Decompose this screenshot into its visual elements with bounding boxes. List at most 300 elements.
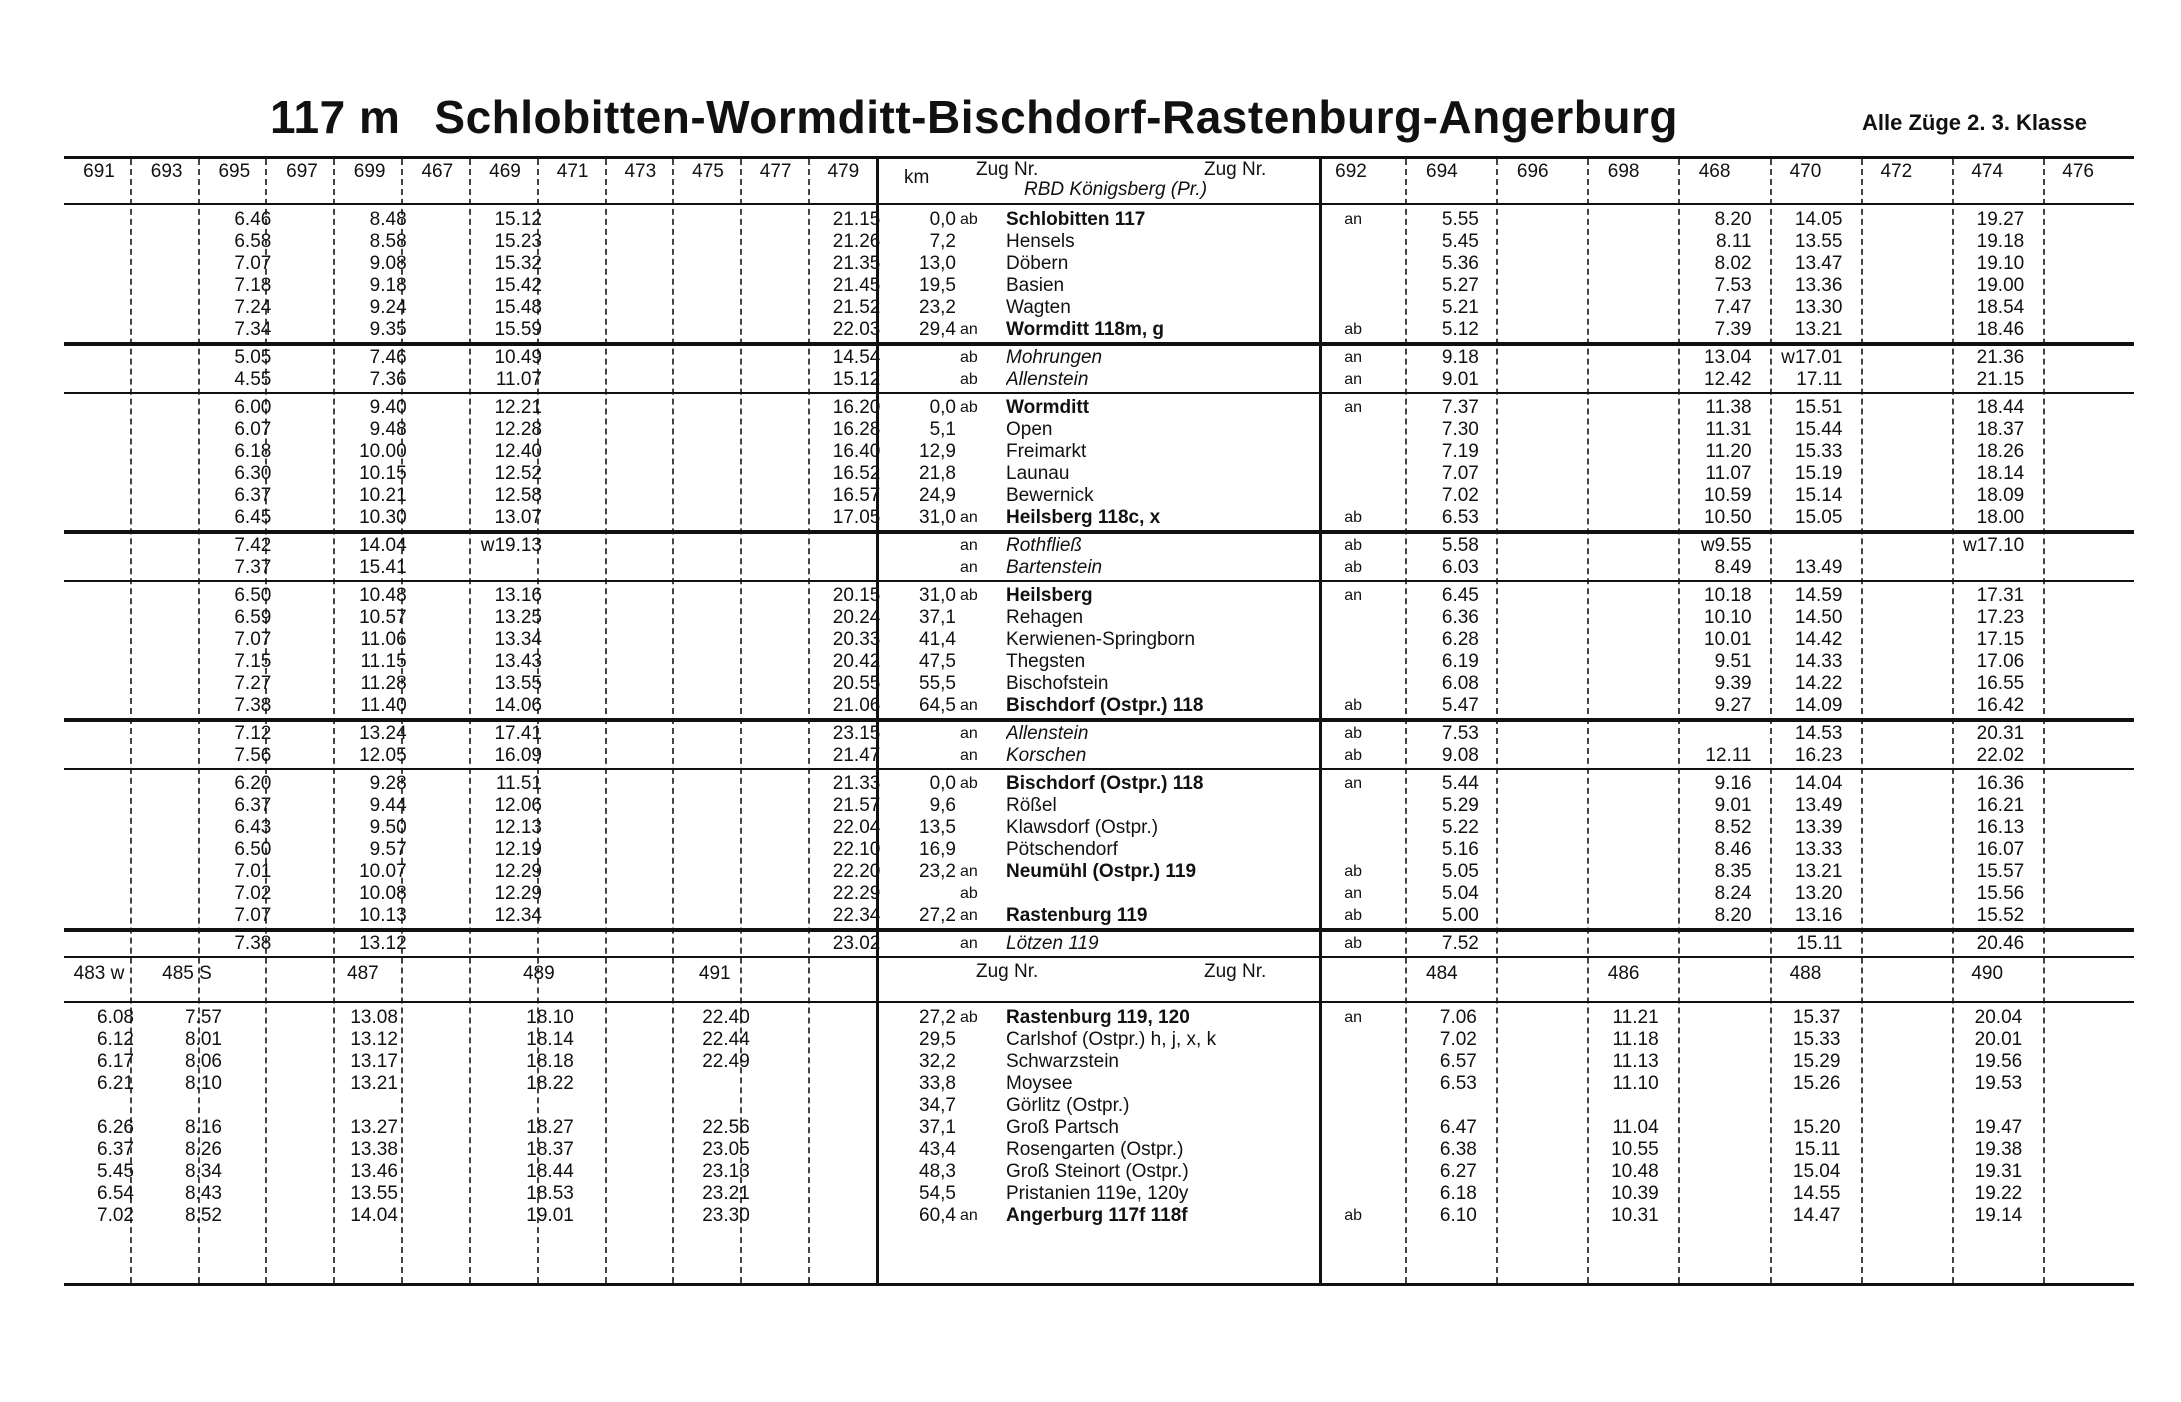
right-time: 11.20 xyxy=(1705,441,1752,462)
timetable-row xyxy=(64,419,2134,441)
right-time: 17.31 xyxy=(1976,585,2025,606)
left-time: 10.49 xyxy=(494,347,542,368)
right-time: 15.57 xyxy=(1976,861,2025,882)
left-time: 20.15 xyxy=(832,585,881,606)
left-time: 6.37 xyxy=(234,485,272,506)
left-time: 13.08 xyxy=(350,1007,398,1028)
station-name: Basien xyxy=(1006,275,1065,296)
left-time: 21.57 xyxy=(832,795,881,816)
left-time: 8.10 xyxy=(184,1073,222,1094)
right-time: 8.52 xyxy=(1714,817,1752,838)
right-time: 13.30 xyxy=(1794,297,1843,318)
left-time: 6.18 xyxy=(234,441,272,462)
station-name: Carlshof (Ostpr.) h, j, x, k xyxy=(1006,1029,1217,1050)
right-time: 19.38 xyxy=(1974,1139,2023,1160)
left-time: 15.41 xyxy=(359,557,407,578)
train-number: 485 S xyxy=(162,963,212,984)
km-value: 32,2 xyxy=(919,1051,956,1072)
left-time: 7.46 xyxy=(369,347,407,368)
an-label: ab xyxy=(1344,537,1362,554)
train-number: 470 xyxy=(1789,161,1822,182)
train-number: 473 xyxy=(624,161,657,182)
right-time: 13.21 xyxy=(1794,319,1843,340)
left-time: 6.26 xyxy=(97,1117,134,1138)
left-time: 7.18 xyxy=(234,275,272,296)
connection-row xyxy=(64,136,2134,158)
right-time: 9.51 xyxy=(1714,651,1752,672)
timetable-row xyxy=(64,275,2134,297)
left-time: 6.50 xyxy=(234,839,272,860)
left-time: 7.38 xyxy=(234,695,272,716)
right-time: 20.31 xyxy=(1976,723,2025,744)
station-name: Angerburg 117f 118f xyxy=(1006,1205,1188,1226)
ab-label: ab xyxy=(960,399,978,416)
right-time: 9.18 xyxy=(1441,347,1479,368)
right-time: 13.20 xyxy=(1794,883,1843,904)
km-value: 29,5 xyxy=(919,1029,956,1050)
km-value: 12,9 xyxy=(919,441,956,462)
right-time: 20.46 xyxy=(1976,933,2025,954)
right-time: 14.47 xyxy=(1792,1205,1841,1226)
right-time: 7.19 xyxy=(1441,441,1479,462)
section-divider xyxy=(64,718,2134,722)
left-time: 7.37 xyxy=(234,557,272,578)
left-time: 13.07 xyxy=(494,507,542,528)
km-value: 13,0 xyxy=(919,253,956,274)
km-value: 24,9 xyxy=(919,485,956,506)
timetable-row xyxy=(64,209,2134,231)
station-name: Hensels xyxy=(1006,231,1075,252)
right-time: 7.47 xyxy=(1714,297,1752,318)
right-time: 11.21 xyxy=(1612,1007,1659,1028)
timetable-row xyxy=(64,485,2134,507)
ab-label: ab xyxy=(960,775,978,792)
left-time: 7.07 xyxy=(234,253,272,274)
left-time: 13.27 xyxy=(350,1117,398,1138)
km-value: 60,4 xyxy=(919,1205,956,1226)
timetable-row xyxy=(64,861,2134,883)
km-value: 23,2 xyxy=(919,861,956,882)
timetable-row xyxy=(64,1161,2134,1183)
right-time: 14.05 xyxy=(1794,209,1843,230)
train-number: 691 xyxy=(83,161,115,182)
right-time: 11.10 xyxy=(1612,1073,1659,1094)
right-time: 14.09 xyxy=(1794,695,1843,716)
station-name: Wagten xyxy=(1006,297,1071,318)
left-time: 12.05 xyxy=(359,745,407,766)
ab-label: an xyxy=(960,863,978,880)
right-time: 13.49 xyxy=(1794,557,1843,578)
left-time: 13.34 xyxy=(494,629,542,650)
right-time: 10.39 xyxy=(1611,1183,1659,1204)
left-time: 15.32 xyxy=(494,253,542,274)
right-time: 19.18 xyxy=(1976,231,2025,252)
right-time: 13.16 xyxy=(1794,905,1843,926)
mid-header-km: km xyxy=(904,167,930,188)
right-time: 6.27 xyxy=(1439,1161,1477,1182)
km-value: 43,4 xyxy=(919,1139,956,1160)
km-value: 7,2 xyxy=(929,231,956,252)
right-time: 11.18 xyxy=(1612,1029,1659,1050)
timetable-row xyxy=(64,507,2134,529)
left-time: 13.12 xyxy=(350,1029,398,1050)
left-time: 8.58 xyxy=(369,231,407,252)
left-time: 23.15 xyxy=(832,723,881,744)
km-value: 31,0 xyxy=(919,507,956,528)
left-time: 13.16 xyxy=(494,585,542,606)
km-value: 64,5 xyxy=(919,695,956,716)
km-value: 27,2 xyxy=(919,905,956,926)
right-time: 15.56 xyxy=(1976,883,2025,904)
left-time: 14.04 xyxy=(350,1205,398,1226)
left-time: 12.29 xyxy=(494,883,542,904)
an-label: ab xyxy=(1344,559,1362,576)
left-time: 12.58 xyxy=(494,485,542,506)
station-name: Döbern xyxy=(1006,253,1069,274)
left-time: 6.50 xyxy=(234,585,272,606)
left-time: 23.02 xyxy=(832,933,881,954)
left-time: 11.15 xyxy=(360,651,407,672)
right-time: 5.00 xyxy=(1441,905,1479,926)
left-time: 17.05 xyxy=(832,507,881,528)
right-time: 7.06 xyxy=(1439,1007,1477,1028)
train-number: 486 xyxy=(1607,963,1640,984)
station-name: Rößel xyxy=(1006,795,1057,816)
section-divider xyxy=(64,392,2134,394)
right-time: 17.11 xyxy=(1796,369,1843,390)
right-time: 6.45 xyxy=(1441,585,1479,606)
timetable-row xyxy=(64,369,2134,391)
station-name: Bischdorf (Ostpr.) 118 xyxy=(1006,695,1204,716)
right-time: 9.01 xyxy=(1714,795,1752,816)
right-time: 16.42 xyxy=(1976,695,2025,716)
left-time: 8.52 xyxy=(184,1205,222,1226)
an-label: ab xyxy=(1344,907,1362,924)
an-label: ab xyxy=(1344,863,1362,880)
right-time: 21.15 xyxy=(1976,369,2025,390)
left-time: w19.13 xyxy=(480,535,542,556)
left-time: 12.40 xyxy=(494,441,542,462)
right-time: 10.18 xyxy=(1704,585,1752,606)
left-time: 20.42 xyxy=(832,651,881,672)
right-time: 11.31 xyxy=(1705,419,1752,440)
right-time: 8.11 xyxy=(1715,231,1752,252)
left-time: 5.05 xyxy=(234,347,272,368)
left-time: 18.10 xyxy=(526,1007,574,1028)
right-time: 6.57 xyxy=(1439,1051,1477,1072)
left-time: 16.57 xyxy=(832,485,881,506)
left-time: 22.20 xyxy=(832,861,881,882)
left-time: 16.20 xyxy=(832,397,881,418)
left-time: 21.47 xyxy=(832,745,881,766)
km-value: 29,4 xyxy=(919,319,956,340)
ab-label: ab xyxy=(960,371,978,388)
station-name: Korschen xyxy=(1006,745,1087,766)
left-time: 21.33 xyxy=(832,773,881,794)
ab-label: an xyxy=(960,537,978,554)
an-label: ab xyxy=(1344,725,1362,742)
right-time: 13.21 xyxy=(1794,861,1843,882)
train-number: 474 xyxy=(1971,161,2004,182)
left-time: 6.07 xyxy=(234,419,272,440)
right-time: 18.14 xyxy=(1976,463,2025,484)
station-name: Bartenstein xyxy=(1006,557,1103,578)
right-time: 16.55 xyxy=(1976,673,2025,694)
train-number: 695 xyxy=(218,161,251,182)
left-time: 7.27 xyxy=(234,673,272,694)
timetable-row xyxy=(64,883,2134,905)
train-number: 479 xyxy=(827,161,860,182)
ab-label: an xyxy=(960,321,978,338)
an-label: an xyxy=(1344,885,1362,902)
left-time: 12.52 xyxy=(494,463,542,484)
right-time: 15.04 xyxy=(1792,1161,1841,1182)
left-time: 8.43 xyxy=(184,1183,222,1204)
km-value: 0,0 xyxy=(929,397,956,418)
station-name: Klawsdorf (Ostpr.) xyxy=(1006,817,1159,838)
right-time: 5.58 xyxy=(1441,535,1479,556)
right-time: 6.53 xyxy=(1439,1073,1477,1094)
left-time: 7.01 xyxy=(234,861,272,882)
right-time: 5.45 xyxy=(1441,231,1479,252)
class-note: Alle Züge 2. 3. Klasse xyxy=(1862,110,2087,135)
left-time: 9.18 xyxy=(369,275,407,296)
train-number: 471 xyxy=(556,161,589,182)
left-time: 7.07 xyxy=(234,905,272,926)
timetable-row xyxy=(64,723,2134,745)
timetable-row xyxy=(64,673,2134,695)
timetable-row xyxy=(64,1183,2134,1205)
left-time: 6.12 xyxy=(97,1029,134,1050)
right-time: 13.36 xyxy=(1794,275,1843,296)
left-time: 9.35 xyxy=(369,319,407,340)
right-time: 5.21 xyxy=(1441,297,1479,318)
station-name: Rehagen xyxy=(1006,607,1084,628)
right-time: 17.15 xyxy=(1976,629,2025,650)
left-time: 22.29 xyxy=(832,883,881,904)
right-time: 8.49 xyxy=(1714,557,1752,578)
timetable-row xyxy=(64,1029,2134,1051)
timetable-row xyxy=(64,1073,2134,1095)
left-time: 9.57 xyxy=(369,839,407,860)
right-time: 15.44 xyxy=(1794,419,1843,440)
left-time: 7.57 xyxy=(184,1007,222,1028)
train-number: 477 xyxy=(759,161,792,182)
train-number: 467 xyxy=(421,161,454,182)
left-time: 7.36 xyxy=(369,369,407,390)
left-time: 12.13 xyxy=(494,817,542,838)
left-time: 12.19 xyxy=(494,839,542,860)
right-time: 6.28 xyxy=(1441,629,1479,650)
right-time: 5.05 xyxy=(1441,861,1479,882)
right-time: 7.39 xyxy=(1714,319,1752,340)
an-label: an xyxy=(1344,211,1362,228)
left-time: 19.01 xyxy=(526,1205,574,1226)
an-label: ab xyxy=(1344,935,1362,952)
section-divider xyxy=(64,342,2134,346)
timetable-row xyxy=(64,773,2134,795)
station-name: Schwarzstein xyxy=(1006,1051,1119,1072)
left-time: 15.12 xyxy=(832,369,881,390)
train-number: 698 xyxy=(1607,161,1640,182)
left-time: 6.37 xyxy=(234,795,272,816)
timetable-row xyxy=(64,695,2134,717)
left-time: 12.21 xyxy=(494,397,542,418)
section-divider xyxy=(64,203,2134,205)
right-time: 16.36 xyxy=(1976,773,2025,794)
left-time: 15.59 xyxy=(494,319,542,340)
left-time: 10.48 xyxy=(359,585,407,606)
mid-header-zug2: Zug Nr. xyxy=(1204,159,1267,180)
left-time: 8.26 xyxy=(184,1139,222,1160)
left-time: 13.43 xyxy=(494,651,542,672)
left-time: 21.15 xyxy=(832,209,881,230)
right-time: 15.19 xyxy=(1794,463,1843,484)
table-number: 117 m xyxy=(270,91,401,143)
right-time: 19.10 xyxy=(1976,253,2025,274)
right-time: 9.01 xyxy=(1441,369,1479,390)
an-label: ab xyxy=(1344,747,1362,764)
right-time: 18.46 xyxy=(1976,319,2025,340)
timetable-row xyxy=(64,745,2134,767)
left-time: 9.48 xyxy=(369,419,407,440)
right-time: 19.47 xyxy=(1974,1117,2023,1138)
right-time: 18.26 xyxy=(1976,441,2025,462)
left-time: 18.18 xyxy=(526,1051,574,1072)
right-time: 16.23 xyxy=(1794,745,1843,766)
left-time: 21.45 xyxy=(832,275,881,296)
left-time: 15.48 xyxy=(494,297,542,318)
left-time: 22.10 xyxy=(832,839,881,860)
left-time: 11.40 xyxy=(360,695,407,716)
left-time: 13.55 xyxy=(494,673,542,694)
left-time: 23.30 xyxy=(702,1205,750,1226)
timetable-row xyxy=(64,933,2134,955)
station-name: Bischofstein xyxy=(1006,673,1109,694)
left-time: 6.45 xyxy=(234,507,272,528)
left-time: 10.57 xyxy=(359,607,407,628)
right-time: 11.07 xyxy=(1705,463,1752,484)
right-time: 8.02 xyxy=(1714,253,1752,274)
right-time: 11.04 xyxy=(1612,1117,1659,1138)
station-name: Rothfließ xyxy=(1006,535,1083,556)
left-time: 16.28 xyxy=(832,419,881,440)
left-time: 18.44 xyxy=(526,1161,574,1182)
ab-label: an xyxy=(960,907,978,924)
ab-label: an xyxy=(960,509,978,526)
mid-header-rbd: RBD Königsberg (Pr.) xyxy=(1024,179,1208,200)
station-name: Heilsberg 118c, x xyxy=(1006,507,1161,528)
left-time: 6.37 xyxy=(97,1139,134,1160)
route-title: Schlobitten-Wormditt-Bischdorf-Rastenburg-Angerburg xyxy=(434,91,1678,143)
left-time: 8.06 xyxy=(184,1051,222,1072)
right-time: 8.20 xyxy=(1714,905,1752,926)
left-time: 18.27 xyxy=(526,1117,574,1138)
right-time: 10.48 xyxy=(1611,1161,1659,1182)
km-value: 16,9 xyxy=(919,839,956,860)
timetable-row xyxy=(64,629,2134,651)
right-time: 18.09 xyxy=(1976,485,2025,506)
station-name: Rastenburg 119, 120 xyxy=(1006,1007,1190,1028)
timetable-row xyxy=(64,1117,2134,1139)
left-time: 14.04 xyxy=(359,535,407,556)
an-label: ab xyxy=(1344,697,1362,714)
right-time: 20.01 xyxy=(1974,1029,2023,1050)
right-time: 19.00 xyxy=(1976,275,2025,296)
left-time: 8.01 xyxy=(184,1029,222,1050)
right-time: 9.39 xyxy=(1714,673,1752,694)
km-value: 47,5 xyxy=(919,651,956,672)
right-time: 5.12 xyxy=(1441,319,1479,340)
section-divider xyxy=(64,530,2134,534)
right-time: 14.50 xyxy=(1794,607,1843,628)
left-time: 20.55 xyxy=(832,673,881,694)
right-time: 16.07 xyxy=(1976,839,2025,860)
right-time: 6.10 xyxy=(1439,1205,1477,1226)
ab-label: an xyxy=(960,935,978,952)
left-time: 18.37 xyxy=(526,1139,574,1160)
train-number: 694 xyxy=(1426,161,1458,182)
left-time: 20.33 xyxy=(832,629,881,650)
right-time: 21.36 xyxy=(1976,347,2025,368)
left-time: 6.59 xyxy=(234,607,272,628)
timetable-row xyxy=(64,817,2134,839)
connection-row xyxy=(64,116,2134,138)
right-time: 15.29 xyxy=(1792,1051,1841,1072)
left-time: 6.30 xyxy=(234,463,272,484)
train-number: 490 xyxy=(1971,963,2004,984)
right-time: 8.24 xyxy=(1714,883,1752,904)
right-time: w17.01 xyxy=(1781,347,1843,368)
ab-label: an xyxy=(960,725,978,742)
right-time: 5.27 xyxy=(1441,275,1479,296)
left-time: 21.26 xyxy=(832,231,881,252)
train-number: 489 xyxy=(522,963,555,984)
right-time: 7.37 xyxy=(1441,397,1479,418)
left-time: 5.45 xyxy=(97,1161,134,1182)
timetable-row xyxy=(64,607,2134,629)
timetable-row xyxy=(64,347,2134,369)
km-value: 54,5 xyxy=(919,1183,956,1204)
left-time: 18.14 xyxy=(526,1029,574,1050)
right-time: 12.42 xyxy=(1704,369,1752,390)
left-time: 7.07 xyxy=(234,629,272,650)
left-time: 6.21 xyxy=(97,1073,134,1094)
ab-label: ab xyxy=(960,587,978,604)
right-time: 22.02 xyxy=(1976,745,2025,766)
left-time: 8.34 xyxy=(184,1161,222,1182)
km-value: 27,2 xyxy=(919,1007,956,1028)
left-time: 7.42 xyxy=(234,535,272,556)
station-name: Pristanien 119e, 120y xyxy=(1006,1183,1189,1204)
left-time: 20.24 xyxy=(832,607,881,628)
right-time: 10.50 xyxy=(1704,507,1752,528)
right-time: 13.33 xyxy=(1794,839,1843,860)
left-time: 22.56 xyxy=(702,1117,750,1138)
right-time: 16.21 xyxy=(1976,795,2025,816)
right-time: 15.05 xyxy=(1794,507,1843,528)
station-name: Moysee xyxy=(1006,1073,1073,1094)
train-number: 692 xyxy=(1335,161,1367,182)
timetable-row xyxy=(64,463,2134,485)
left-time: 16.09 xyxy=(494,745,542,766)
ab-label: ab xyxy=(960,1009,978,1026)
right-time: 15.11 xyxy=(1796,933,1843,954)
train-number: 696 xyxy=(1516,161,1549,182)
km-value: 33,8 xyxy=(919,1073,956,1094)
right-time: w17.10 xyxy=(1962,535,2025,556)
left-time: 10.07 xyxy=(359,861,407,882)
